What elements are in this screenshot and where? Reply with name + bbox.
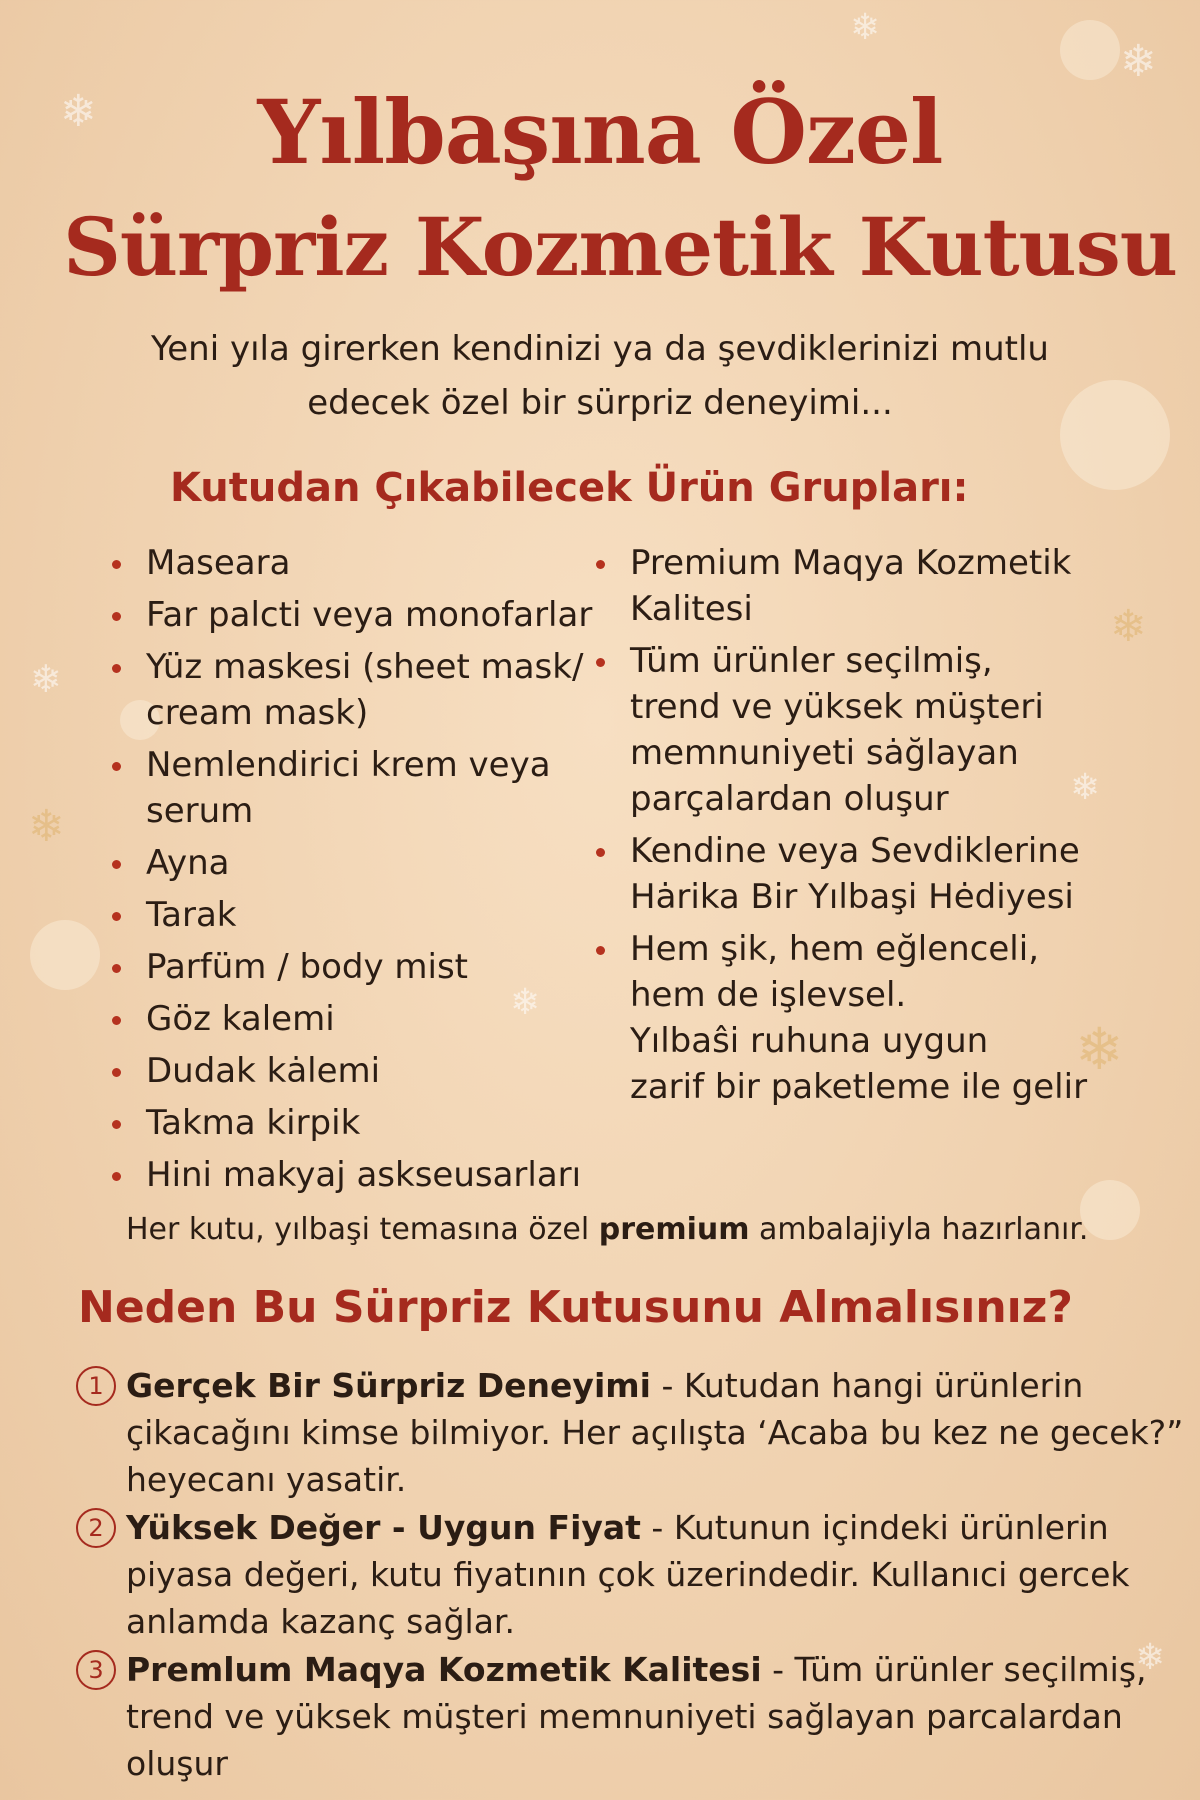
why-heading: Neden Bu Sürpriz Kutusunu Almalısınız? (78, 1282, 1073, 1333)
page-title-line-2: Sürpriz Kozmetik Kutusu (63, 200, 1177, 294)
list-item (100, 892, 620, 938)
list-item-text: serum (146, 791, 254, 831)
list-item (584, 540, 1144, 632)
list-item (100, 840, 620, 886)
snowflake-icon: ❄ (1135, 1637, 1166, 1678)
reason-line: piyasa değeri, kutu fiyatının çok üzerindedir. Kullanıci gercek (126, 1555, 1130, 1594)
list-item-text: Yılbaŝi ruhuna uygun (630, 1021, 989, 1061)
list-item-text: zarif bir paketleme ile gelir (630, 1067, 1088, 1107)
reason-item (76, 1504, 1186, 1645)
reason-item (76, 1362, 1186, 1503)
product-list-left (100, 540, 620, 1204)
list-item (100, 1152, 620, 1198)
reason-text (126, 1362, 1186, 1503)
reason-text (126, 1504, 1186, 1645)
reason-title: Gerçek Bir Sürpriz Deneyimi (126, 1366, 651, 1405)
reason-line: - Kutunun içindeki ürünlerin (640, 1508, 1109, 1547)
snowflake-icon: ❄ (28, 801, 65, 852)
list-item-text: Hini makyaj askseusarları (146, 1155, 582, 1195)
list-item-text: Parfüm / body mist (146, 947, 469, 987)
list-item-text: Yüz maskesi (sheet mask/ (146, 647, 584, 687)
list-item-text: trend ve yüksek müşteri (630, 687, 1044, 727)
list-item (100, 742, 620, 834)
reason-item (76, 1646, 1186, 1787)
reason-line: anlamda kazanç sağlar. (126, 1602, 515, 1641)
list-item-text: cream mask) (146, 693, 369, 733)
list-item-text: Takma kirpik (146, 1103, 361, 1143)
reason-line: trend ve yüksek müşteri memnuniyeti sağlayan parcalardan oluşur (126, 1697, 1123, 1783)
list-item-text: Dudak kȧlemi (146, 1051, 381, 1091)
reason-text (126, 1646, 1186, 1787)
reason-title: Premlum Maqya Kozmetik Kalitesi (126, 1650, 762, 1689)
list-item-text: Hȧrika Bir Yılbaşi Hėdiyesi (630, 877, 1074, 917)
list-item-text: hem de işlevsel. (630, 975, 907, 1015)
intro-text (100, 322, 1100, 430)
page-title: Yılbaşına Özel (257, 80, 943, 184)
note-text: Her kutu, yılbaşi temasına özel (126, 1212, 599, 1247)
bokeh-light (1060, 20, 1120, 80)
intro-line-2: edecek özel bir sürpriz deneyimi... (307, 383, 893, 423)
list-item (100, 944, 620, 990)
reason-line: çikacağını kimse bilmiyor. Her açılışta ‘Acaba bu kez ne gecek?” (126, 1413, 1184, 1452)
list-item-text: Tarak (146, 895, 237, 935)
snowflake-icon: ❄ (30, 657, 62, 701)
list-item-text: Nemlendirici krem veya (146, 745, 551, 785)
list-item (100, 540, 620, 586)
list-item-text: Kalitesi (630, 589, 753, 629)
snowflake-icon: ❄ (1120, 36, 1157, 87)
snowflake-icon: ❄ (1110, 601, 1147, 652)
list-item-text: Ayna (146, 843, 230, 883)
note-bold: premium (598, 1212, 750, 1247)
reason-line: heyecanı yasatir. (126, 1460, 407, 1499)
list-item-text: Göz kalemi (146, 999, 335, 1039)
list-item-text: Far palcti veya monofarlar (146, 595, 593, 635)
list-item-text: Kendine veya Sevdiklerine (630, 831, 1080, 871)
list-item (100, 644, 620, 736)
list-item (584, 828, 1144, 920)
list-item (100, 996, 620, 1042)
reason-line: - Kutudan hangi ürünlerin (650, 1366, 1084, 1405)
number-badge: 2 (76, 1508, 116, 1548)
reason-line: - Tüm ürünler seçilmiş, (761, 1650, 1147, 1689)
list-item (100, 592, 620, 638)
bokeh-light (1080, 1180, 1140, 1240)
list-item-text: memnuniyeti sȧğlayan (630, 733, 1019, 773)
list-item-text: Hem şik, hem eğlenceli, (630, 929, 1039, 969)
bokeh-light (30, 920, 100, 990)
reason-title: Yüksek Değer - Uygun Fiyat (126, 1508, 641, 1547)
list-item (584, 926, 1144, 1110)
number-badge: 1 (76, 1366, 116, 1406)
snowflake-icon: ❄ (1070, 767, 1101, 808)
note-text-end: ambalajiyla hazırlanır. (749, 1212, 1089, 1247)
snowflake-icon: ❄ (850, 7, 881, 48)
snowflake-icon: ❄ (510, 982, 541, 1023)
list-item-text: Premium Maqya Kozmetik (630, 543, 1072, 583)
list-item (100, 1100, 620, 1146)
intro-line-1: Yeni yıla girerken kendinizi ya da şevdiklerinizi mutlu (151, 329, 1049, 369)
products-heading: Kutudan Çıkabilecek Ürün Grupları: (170, 465, 969, 511)
product-list-right (584, 540, 1144, 1116)
packaging-note (126, 1212, 1088, 1247)
list-item (584, 638, 1144, 822)
snowflake-icon: ❄ (60, 86, 97, 137)
list-item (100, 1048, 620, 1094)
list-item-text: Tüm ürünler seçilmiş, (630, 641, 993, 681)
list-item-text: Maseara (146, 543, 291, 583)
number-badge: 3 (76, 1650, 116, 1690)
list-item-text: parçalardan oluşur (630, 779, 949, 819)
snowflake-icon: ❄ (1075, 1015, 1124, 1083)
